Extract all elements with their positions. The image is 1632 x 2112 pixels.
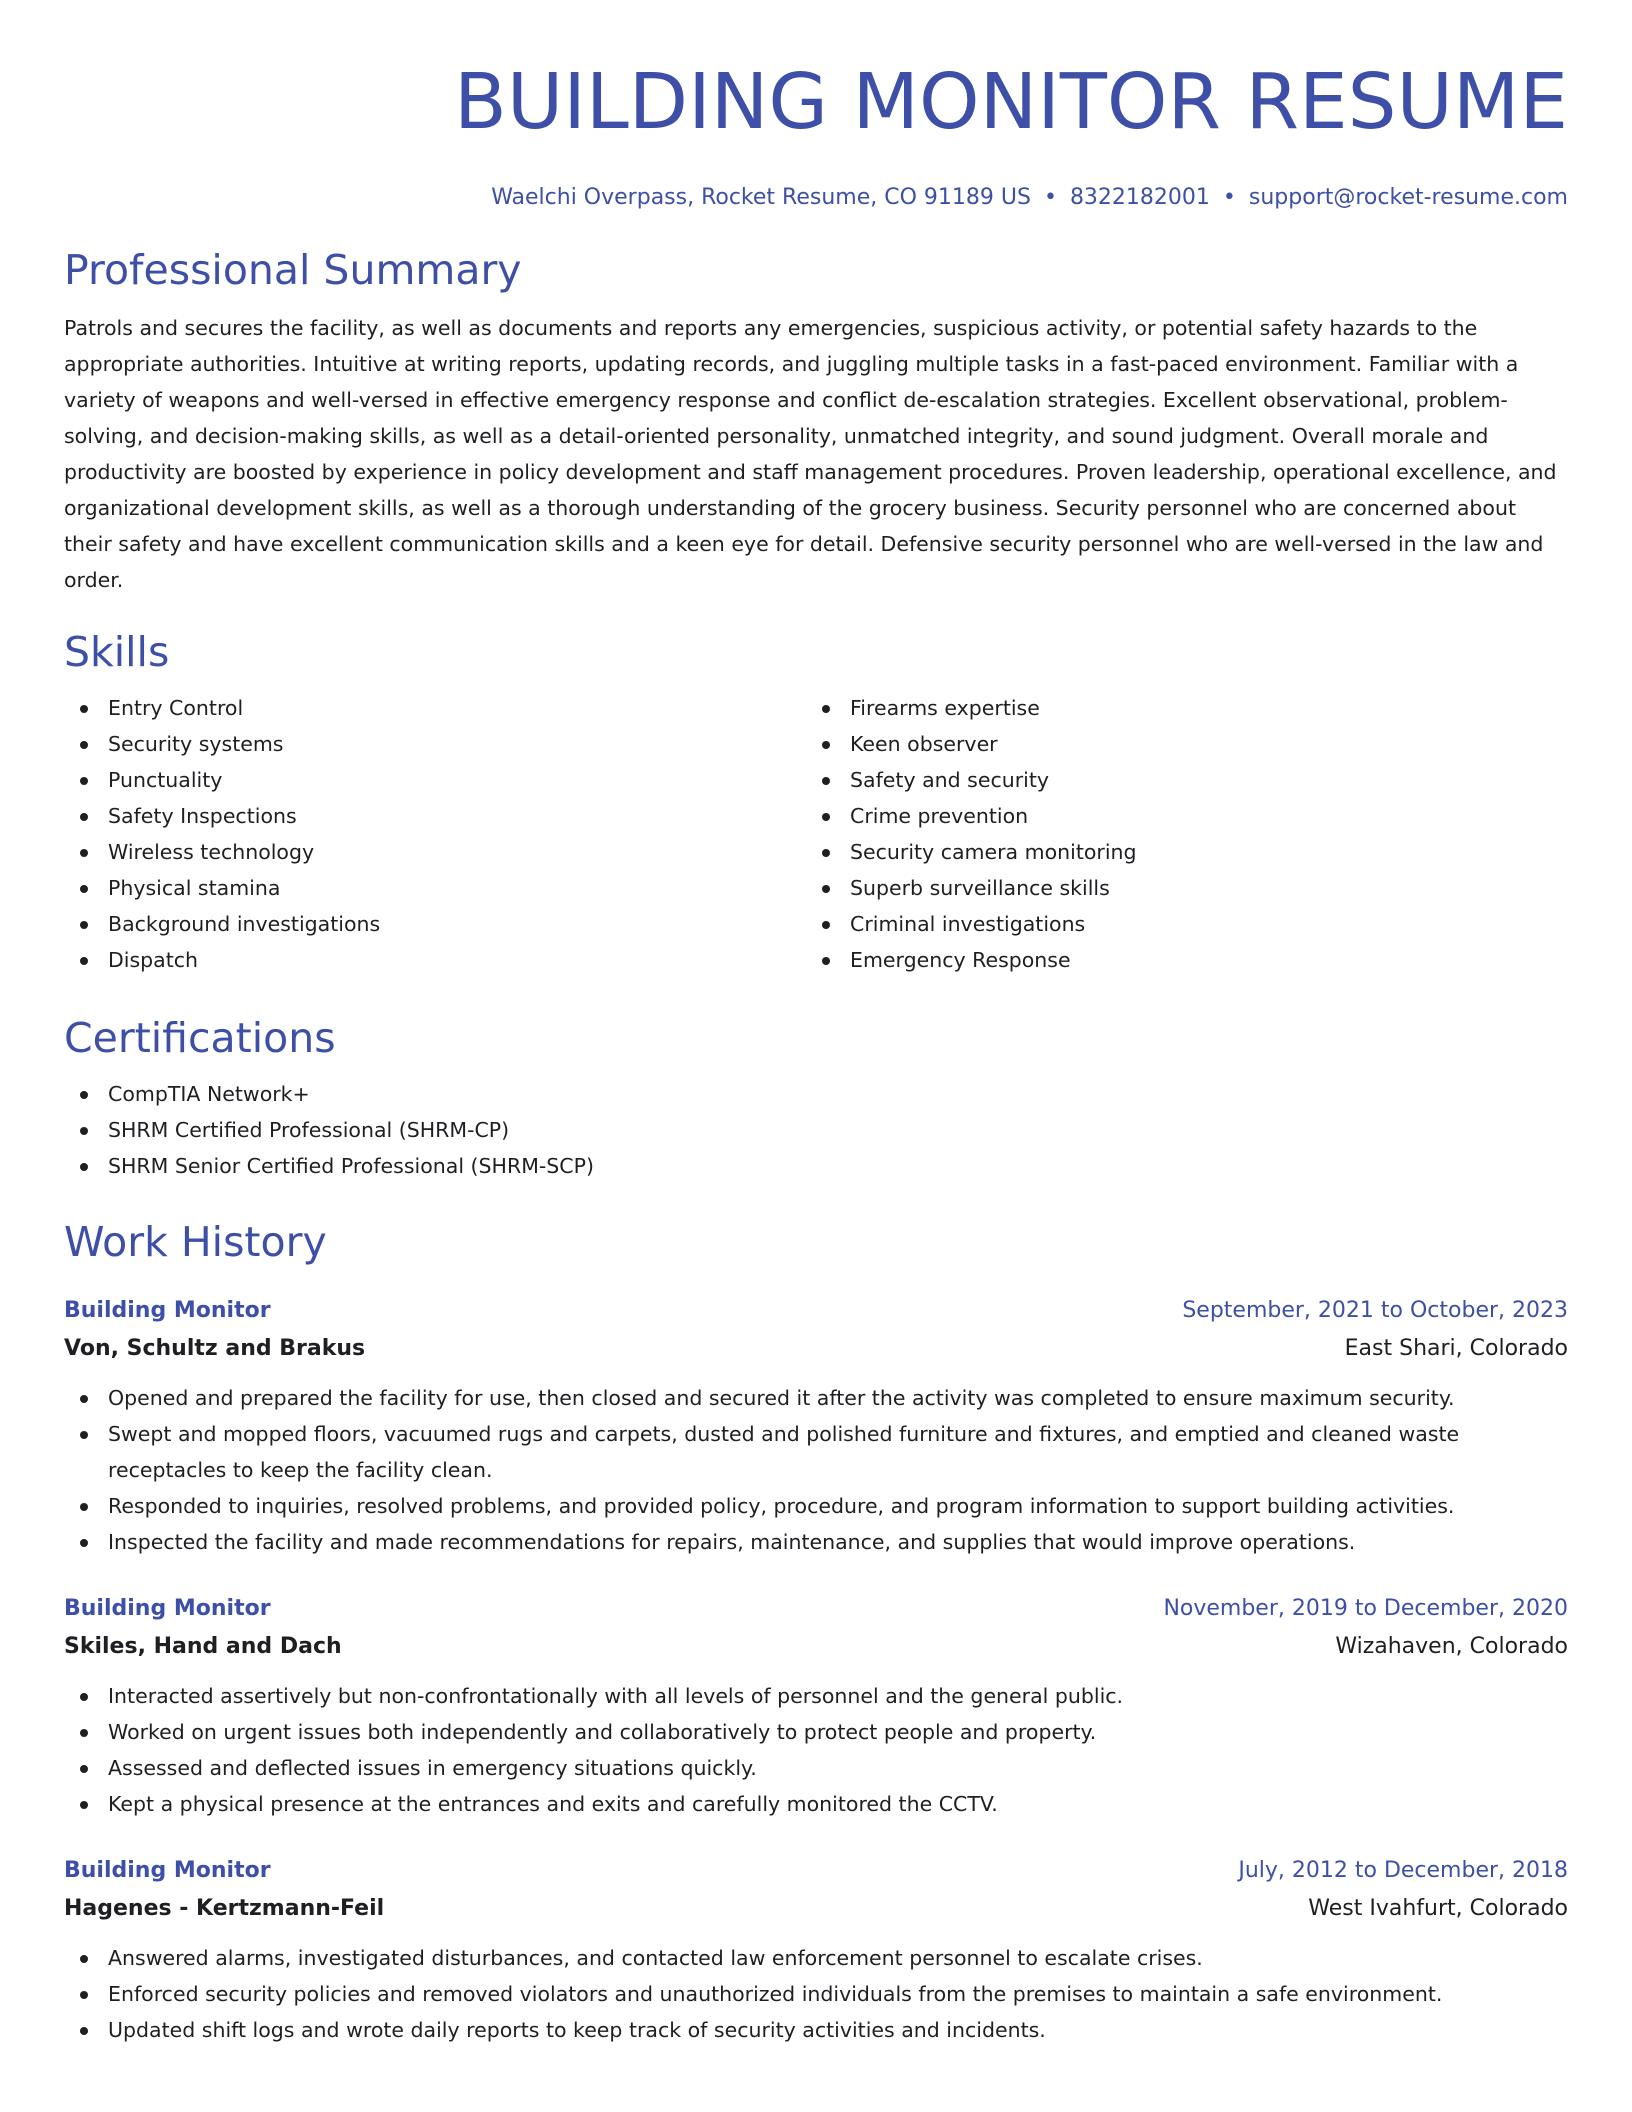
job-duty: Kept a physical presence at the entrances and exits and carefully monitored the CCTV. xyxy=(64,1786,1568,1822)
skill-item: Security camera monitoring xyxy=(806,834,1548,870)
certifications-list xyxy=(64,1076,1568,1184)
job-title-row xyxy=(64,1852,1568,1890)
job-duties-list xyxy=(64,1940,1568,2048)
certification-item: SHRM Senior Certified Professional (SHRM-SCP) xyxy=(64,1148,1568,1184)
job-title: Building Monitor xyxy=(64,1298,271,1323)
skill-item: Security systems xyxy=(64,726,806,762)
job-entry xyxy=(64,1590,1568,1822)
contact-separator: • xyxy=(1222,185,1236,210)
skill-item: Crime prevention xyxy=(806,798,1548,834)
skill-item: Dispatch xyxy=(64,942,806,978)
job-title: Building Monitor xyxy=(64,1858,271,1883)
job-entry xyxy=(64,1292,1568,1560)
skills-heading: Skills xyxy=(64,628,170,676)
job-duties-list xyxy=(64,1678,1568,1822)
job-title-row xyxy=(64,1292,1568,1330)
skill-item: Entry Control xyxy=(64,690,806,726)
job-duty: Inspected the facility and made recommendations for repairs, maintenance, and supplies that would improve operations. xyxy=(64,1524,1568,1560)
skill-item: Background investigations xyxy=(64,906,806,942)
contact-email: support@rocket-resume.com xyxy=(1248,185,1568,210)
skill-item: Safety and security xyxy=(806,762,1548,798)
job-duty: Worked on urgent issues both independently and collaboratively to protect people and property. xyxy=(64,1714,1568,1750)
job-duty: Opened and prepared the facility for use, then closed and secured it after the activity was completed to ensure maximum security. xyxy=(64,1380,1568,1416)
contact-line xyxy=(64,180,1568,216)
skills-grid xyxy=(64,690,1568,978)
job-dates: July, 2012 to December, 2018 xyxy=(1238,1858,1568,1883)
job-duty: Assessed and deflected issues in emergency situations quickly. xyxy=(64,1750,1568,1786)
job-company-row xyxy=(64,1330,1568,1368)
contact-phone: 8322182001 xyxy=(1069,185,1210,210)
skill-item: Punctuality xyxy=(64,762,806,798)
work-history-heading: Work History xyxy=(64,1218,327,1266)
job-company-row xyxy=(64,1628,1568,1666)
job-company: Von, Schultz and Brakus xyxy=(64,1336,366,1361)
job-duties-list xyxy=(64,1380,1568,1560)
job-company: Hagenes - Kertzmann-Feil xyxy=(64,1896,385,1921)
certification-item: SHRM Certified Professional (SHRM-CP) xyxy=(64,1112,1568,1148)
job-duty: Updated shift logs and wrote daily reports to keep track of security activities and incidents. xyxy=(64,2012,1568,2048)
job-duty: Responded to inquiries, resolved problems, and provided policy, procedure, and program information to support building activities. xyxy=(64,1488,1568,1524)
job-location: West Ivahfurt, Colorado xyxy=(1308,1896,1568,1921)
skill-item: Criminal investigations xyxy=(806,906,1548,942)
skills-left-list xyxy=(64,690,806,978)
job-dates: November, 2019 to December, 2020 xyxy=(1163,1596,1568,1621)
job-title: Building Monitor xyxy=(64,1596,271,1621)
job-duty: Enforced security policies and removed violators and unauthorized individuals from the premises to maintain a safe environment. xyxy=(64,1976,1568,2012)
skill-item: Safety Inspections xyxy=(64,798,806,834)
job-company: Skiles, Hand and Dach xyxy=(64,1634,342,1659)
job-duty: Interacted assertively but non-confrontationally with all levels of personnel and the general public. xyxy=(64,1678,1568,1714)
skill-item: Superb surveillance skills xyxy=(806,870,1548,906)
skill-item: Physical stamina xyxy=(64,870,806,906)
job-title-row xyxy=(64,1590,1568,1628)
contact-address: Waelchi Overpass, Rocket Resume, CO 91189 US xyxy=(491,185,1031,210)
summary-text: Patrols and secures the facility, as well as documents and reports any emergencies, suspicious activity, or potential safety hazards to the appropriate authorities. Intuitive at writing reports, updating records, and juggling multiple tasks in a fast-paced environment. Familiar with a variety of weapons and well-versed in effective emergency response and conflict de-escalation strategies. Excellent observational, problem-solving, and decision-making skills, as well as a detail-oriented personality, unmatched integrity, and sound judgment. Overall morale and productivity are boosted by experience in policy development and staff management procedures. Proven leadership, operational excellence, and organizational development skills, as well as a thorough understanding of the grocery business. Security personnel who are concerned about their safety and have excellent communication skills and a keen eye for detail. Defensive security personnel who are well-versed in the law and order. xyxy=(64,316,1557,592)
job-dates: September, 2021 to October, 2023 xyxy=(1182,1298,1568,1323)
job-location: Wizahaven, Colorado xyxy=(1335,1634,1568,1659)
resume-page xyxy=(64,48,1568,2048)
job-entry xyxy=(64,1852,1568,2048)
job-location: East Shari, Colorado xyxy=(1344,1336,1568,1361)
skill-item: Wireless technology xyxy=(64,834,806,870)
resume-title: BUILDING MONITOR RESUME xyxy=(454,58,1568,147)
certification-item: CompTIA Network+ xyxy=(64,1076,1568,1112)
skill-item: Emergency Response xyxy=(806,942,1548,978)
skills-right-list xyxy=(806,690,1548,978)
skill-item: Keen observer xyxy=(806,726,1548,762)
job-duty: Swept and mopped floors, vacuumed rugs and carpets, dusted and polished furniture and fixtures, and emptied and cleaned waste receptacles to keep the facility clean. xyxy=(64,1416,1568,1488)
skill-item: Firearms expertise xyxy=(806,690,1548,726)
certifications-heading: Certifications xyxy=(64,1014,336,1062)
summary-heading: Professional Summary xyxy=(64,246,522,294)
job-company-row xyxy=(64,1890,1568,1928)
job-duty: Answered alarms, investigated disturbances, and contacted law enforcement personnel to escalate crises. xyxy=(64,1940,1568,1976)
contact-separator: • xyxy=(1043,185,1057,210)
